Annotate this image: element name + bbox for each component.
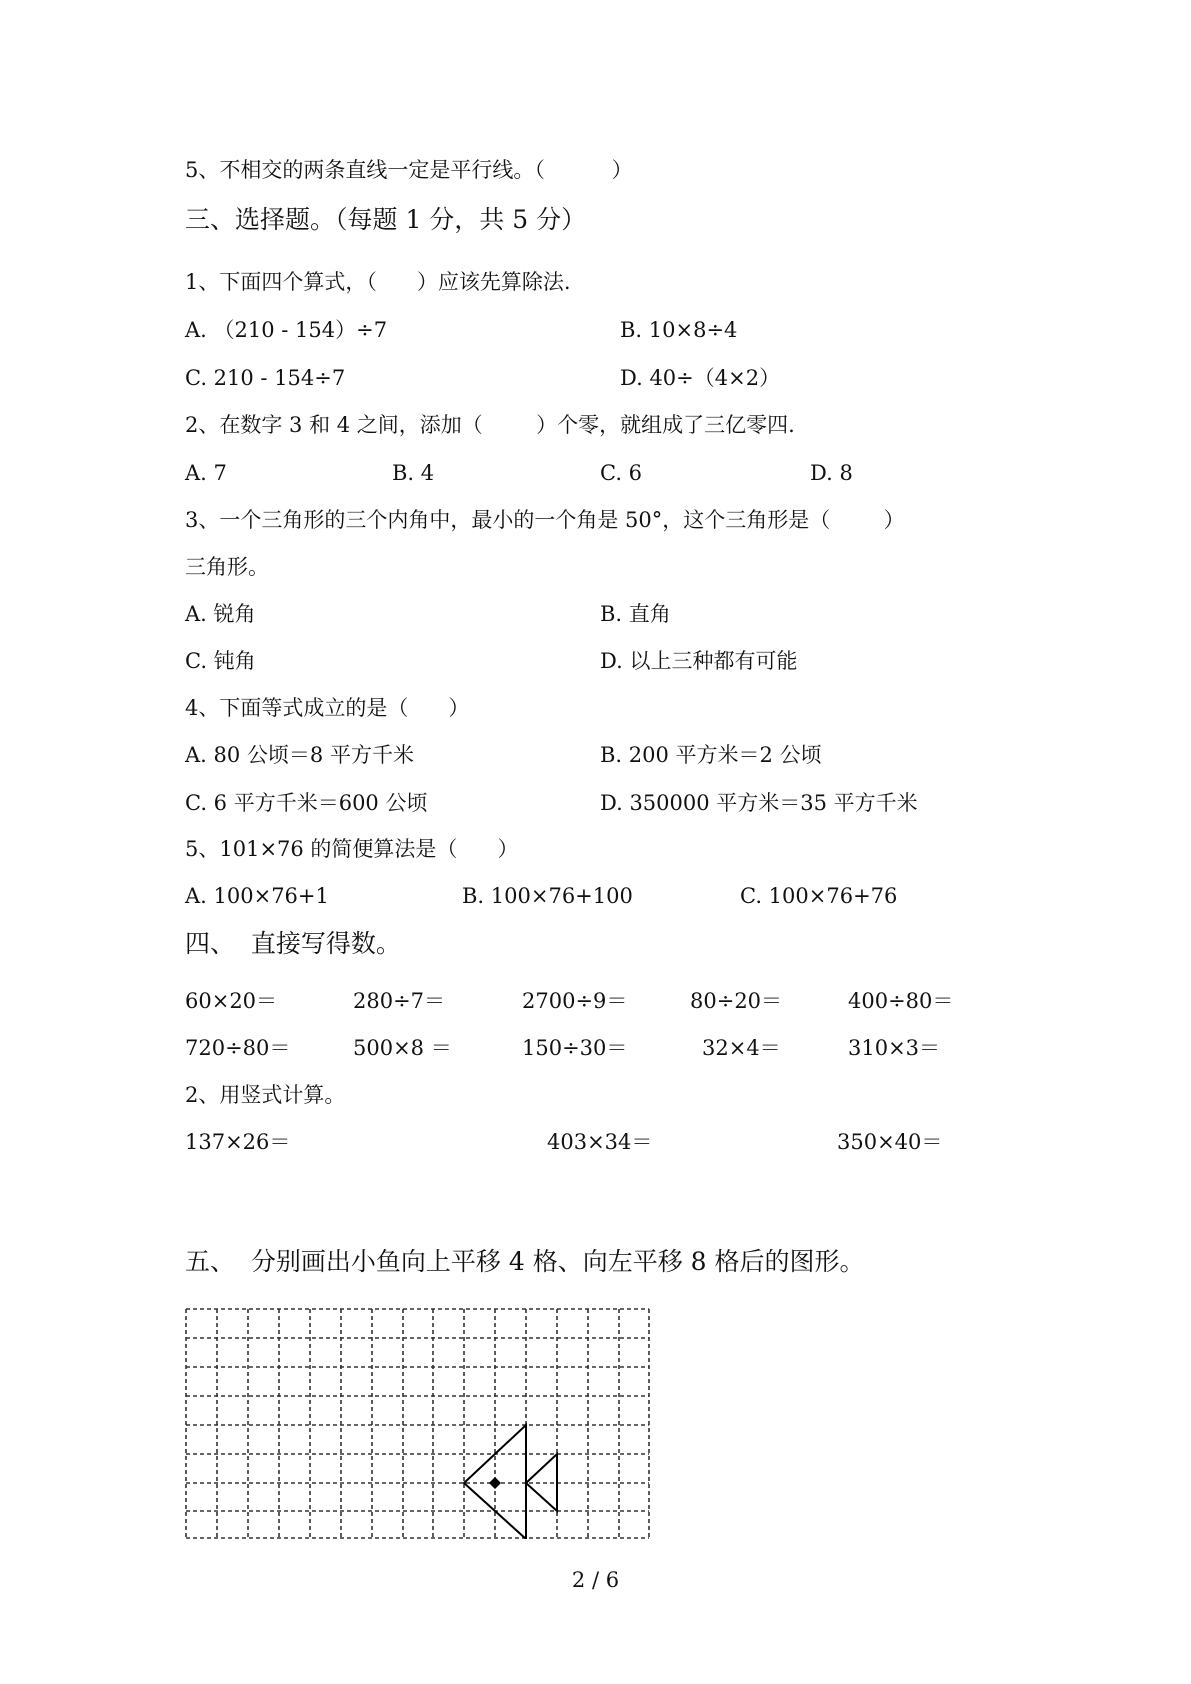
vertical-calc-item: 403×34＝	[547, 1130, 653, 1154]
q2-stem: 2、在数字 3 和 4 之间，添加（ ）个零，就组成了三亿零四.	[185, 413, 795, 437]
mental-math-item: 32×4＝	[702, 1036, 781, 1060]
section-3-title: 三、选择题。（每题 1 分，共 5 分）	[185, 205, 587, 234]
q2-option-a: A. 7	[185, 461, 227, 485]
vertical-calc-item: 137×26＝	[185, 1130, 291, 1154]
q5-stem: 5、101×76 的简便算法是（ ）	[185, 837, 519, 861]
section-4-title: 四、 直接写得数。	[185, 929, 401, 958]
q2-option-d: D. 8	[810, 461, 853, 485]
mental-math-item: 720÷80＝	[185, 1036, 291, 1060]
q3-option-d: D. 以上三种都有可能	[600, 649, 798, 673]
translation-grid	[185, 1308, 650, 1539]
judge-item-5: 5、不相交的两条直线一定是平行线。（ ）	[185, 158, 633, 182]
q1-option-a: A. （210 - 154）÷7	[185, 318, 388, 342]
mental-math-item: 60×20＝	[185, 989, 278, 1013]
q2-option-b: B. 4	[392, 461, 435, 485]
mental-math-item: 2700÷9＝	[522, 989, 628, 1013]
mental-math-item: 280÷7＝	[353, 989, 446, 1013]
q3-stem-line-1: 3、一个三角形的三个内角中，最小的一个角是 50°，这个三角形是（ ）	[185, 508, 905, 532]
q4-option-c: C. 6 平方千米＝600 公顷	[185, 791, 428, 815]
q1-option-d: D. 40÷（4×2）	[620, 366, 781, 390]
grid-lines	[186, 1309, 649, 1538]
q1-option-b: B. 10×8÷4	[620, 318, 738, 342]
fish-eye	[489, 1477, 501, 1489]
vertical-calc-item: 350×40＝	[837, 1130, 943, 1154]
q4-stem: 4、下面等式成立的是（ ）	[185, 696, 470, 720]
vertical-calc-title: 2、用竖式计算。	[185, 1083, 346, 1107]
q4-option-a: A. 80 公顷＝8 平方千米	[185, 743, 414, 767]
q5-option-a: A. 100×76+1	[185, 884, 329, 908]
mental-math-item: 310×3＝	[848, 1036, 941, 1060]
mental-math-item: 150÷30＝	[522, 1036, 628, 1060]
q4-option-b: B. 200 平方米＝2 公顷	[600, 743, 822, 767]
q1-option-c: C. 210 - 154÷7	[185, 366, 346, 390]
section-5-title: 五、 分别画出小鱼向上平移 4 格、向左平移 8 格后的图形。	[185, 1247, 865, 1276]
mental-math-item: 80÷20＝	[690, 989, 783, 1013]
mental-math-item: 400÷80＝	[848, 989, 954, 1013]
q3-option-b: B. 直角	[600, 602, 671, 626]
q3-option-a: A. 锐角	[185, 602, 256, 626]
q1-stem: 1、下面四个算式，（ ）应该先算除法.	[185, 270, 571, 294]
q5-option-b: B. 100×76+100	[462, 884, 633, 908]
q3-option-c: C. 钝角	[185, 649, 256, 673]
q3-stem-line-2: 三角形。	[185, 555, 269, 579]
q2-option-c: C. 6	[600, 461, 643, 485]
mental-math-item: 500×8 ＝	[353, 1036, 452, 1060]
page-number: 2 / 6	[571, 1568, 620, 1592]
fish-figure	[464, 1425, 557, 1539]
q4-option-d: D. 350000 平方米＝35 平方千米	[600, 791, 918, 815]
q5-option-c: C. 100×76+76	[740, 884, 898, 908]
